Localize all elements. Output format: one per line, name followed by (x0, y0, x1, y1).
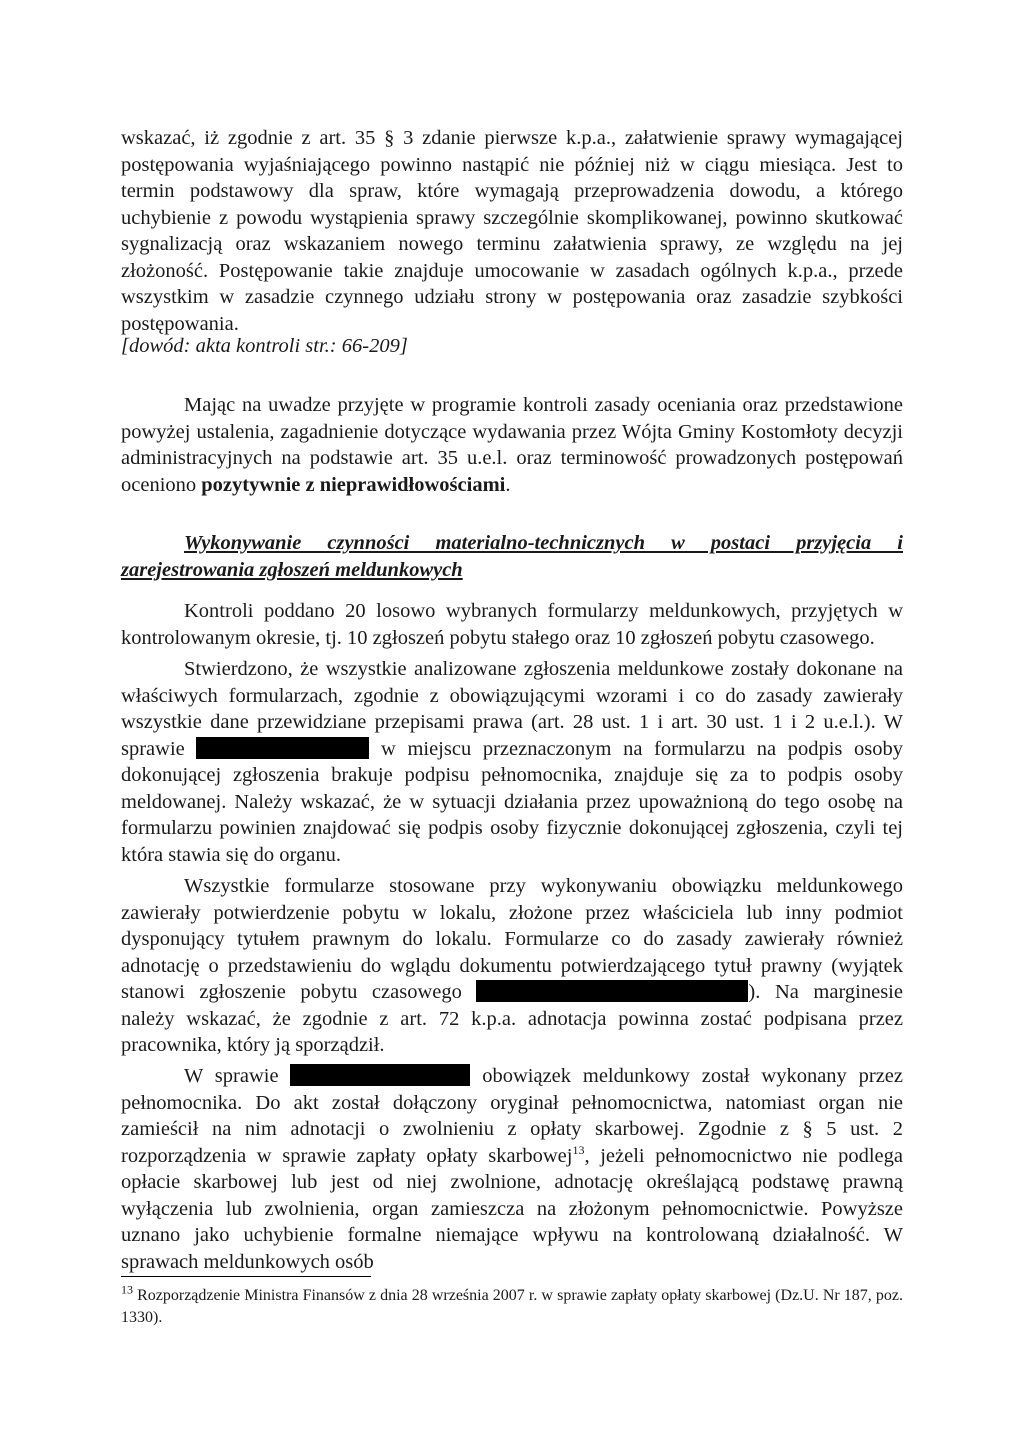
section-heading: Wykonywanie czynności materialno-technicznych w postaci przyjęcia i zarejestrowania zgłoszeń meldunkowych (121, 532, 903, 581)
footnote-reference: 13 (572, 1142, 585, 1157)
evidence-reference: [dowód: akta kontroli str.: 66-209] (121, 335, 408, 357)
p6-text-a: W sprawie (184, 1065, 291, 1087)
footnote (121, 1282, 903, 1329)
p6-text-b: obowiązek meldunkowy został wykonany przez pełnomocnika. Do akt został dołączony oryginał pełnomocnictwa, natomiast organ nie zamieścił na nim adnotacji o zwolnieniu z opłaty skarbowej. Zgodnie z § 5 ust. 2 rozporządzenia w sprawie zapłaty opłaty skarbowej (121, 1065, 904, 1167)
assessment-end: . (505, 473, 511, 496)
footnote-separator (121, 1276, 371, 1277)
paragraph-6 (121, 1063, 903, 1275)
p5-text-a: Wszystkie formularze stosowane przy wykonywaniu obowiązku meldunkowego zawierały potwierdzenie pobytu w lokalu, złożone przez właściciela lub inny podmiot dysponujący tytułem prawnym do lokalu. Formularze co do zasady zawierały również adnotację o przedstawieniu do wglądu dokumentu potwierdzającego tytuł prawny (wyjątek stanowi zgłoszenie pobytu czasowego (121, 875, 903, 1003)
redaction-block-2 (476, 980, 748, 1002)
p6-text-c: , jeżeli pełnomocnictwo nie podlega opłacie skarbowej lub jest od niej zwolnione, adnotację określającą podstawę prawną wyłączenia lub zwolnienia, organ zamieszcza na złożonym pełnomocnictwie. Powyższe uznano jako uchybienie formalne niemające wpływu na kontrolowaną działalność. W sprawach meldunkowych osób (121, 1144, 903, 1273)
redaction-block-1 (196, 737, 369, 759)
p4-text-b: w miejscu przeznaczonym na formularzu na podpis osoby dokonującej zgłoszenia brakuje podpisu pełnomocnika, znajduje się za to podpis osoby meldowanej. Należy wskazać, że w sytuacji działania przez upoważnioną do tego osobę na formularzu powinien znajdować się podpis osoby fizycznie dokonującej zgłoszenia, czyli tej która stawia się do organu. (121, 737, 903, 866)
assessment-result: pozytywnie z nieprawidłowościami (201, 473, 506, 496)
p4-text-a: Stwierdzono, że wszystkie analizowane zgłoszenia meldunkowe zostały dokonane na właściwych formularzach, zgodnie z obowiązującymi wzorami i co do zasady zawierały wszystkie dane przewidziane przepisami prawa (art. 28 ust. 1 i art. 30 ust. 1 i 2 u.e.l.). W sprawie (121, 658, 903, 760)
paragraph-1: wskazać, iż zgodnie z art. 35 § 3 zdanie pierwsze k.p.a., załatwienie sprawy wymagającej postępowania wyjaśniającego powinno nastąpić nie później niż w ciągu miesiąca. Jest to termin podstawowy dla spraw, które wymagają przeprowadzenia dowodu, a którego uchybienie z powodu wystąpienia sprawy szczególnie skomplikowanej, powinno skutkować sygnalizacją oraz wskazaniem nowego terminu załatwienia sprawy, ze względu na jej złożoność. Postępowanie takie znajduje umocowanie w zasadach ogólnych k.p.a., przede wszystkim w zasadzie czynnego udziału strony w postępowania oraz zasadzie szybkości postępowania. (121, 127, 903, 335)
p5-text-b: ). Na marginesie należy wskazać, że zgodnie z art. 72 k.p.a. adnotacja powinna zostać podpisana przez pracownika, który ją sporządził. (121, 981, 903, 1056)
footnote-text: Rozporządzenie Ministra Finansów z dnia 28 września 2007 r. w sprawie zapłaty opłaty skarbowej (Dz.U. Nr 187, poz. 1330). (121, 1287, 903, 1326)
paragraph-3: Kontroli poddano 20 losowo wybranych formularzy meldunkowych, przyjętych w kontrolowanym okresie, tj. 10 zgłoszeń pobytu stałego oraz 10 zgłoszeń pobytu czasowego. (121, 600, 903, 649)
footnote-number: 13 (121, 1282, 133, 1297)
paragraph-5 (121, 873, 903, 1059)
paragraph-assessment (121, 392, 903, 498)
assessment-text: Mając na uwadze przyjęte w programie kontroli zasady oceniania oraz przedstawione powyżej ustalenia, zagadnienie dotyczące wydawania przez Wójta Gminy Kostomłoty decyzji administracyjnych na podstawie art. 35 u.e.l. oraz terminowość prowadzonych postępowań oceniono (121, 394, 903, 496)
redaction-block-3 (290, 1064, 470, 1086)
paragraph-4 (121, 656, 903, 868)
